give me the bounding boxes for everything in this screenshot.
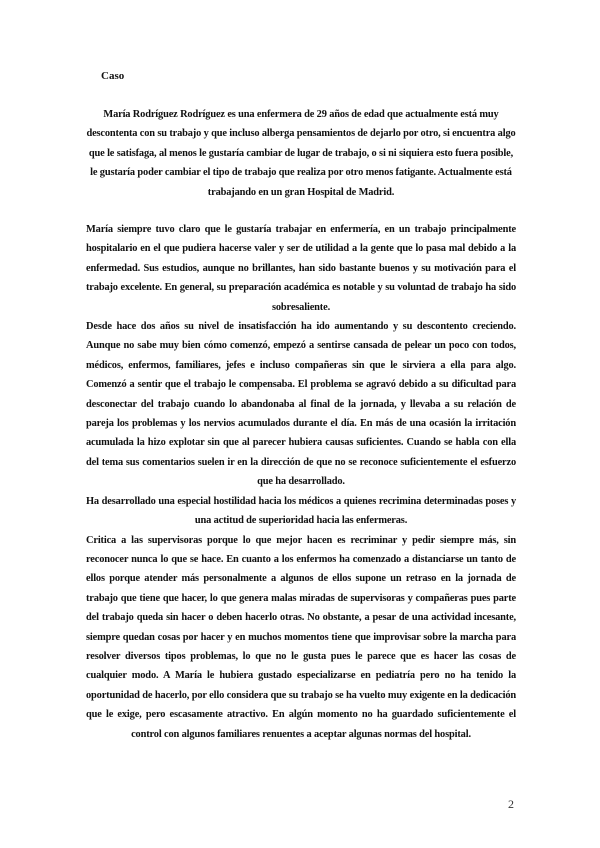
body-text (86, 220, 516, 744)
paragraph-supervisors: Critica a las supervisoras porque lo que mejor hacen es recriminar y pedir siempre más, sin reconocer nunca lo que se hace. En cuanto a los enfermos ha comenzado a distanciarse un tanto de ellos porque atender más personalmente a algunos de ellos supone un retraso en la jornada de trabajo que tiene que hacer, lo que genera malas miradas de supervisoras y compañeras pues parte del trabajo queda sin hacer o deben hacerlo otras. No obstante, a pesar de una actividad incesante, siempre quedan cosas por hacer y en muchos momentos tiene que improvisar sobre la marcha para resolver diversos tipos problemas, lo que no le gusta pues le parece que es hacer las cosas de cualquier modo. A María le hubiera gustado especializarse en pediatría pero no ha tenido la oportunidad de hacerlo, por ello considera que su trabajo se ha vuelto muy exigente en la dedicación que le exige, pero escasamente atractivo. En algún momento no ha guardado suficientemente el control con algunos familiares renuentes a aceptar algunas normas del hospital. (86, 534, 516, 740)
paragraph-hostility: Ha desarrollado una especial hostilidad hacia los médicos a quienes recrimina determinadas poses y una actitud de superioridad hacia las enfermeras. (86, 495, 516, 527)
paragraph-dissatisfaction: Desde hace dos años su nivel de insatisfacción ha ido aumentando y su descontento creciendo. Aunque no sabe muy bien cómo comenzó, empezó a sentirse cansada de pelear un poco con todos, médicos, enfermos, familiares, jefes e incluso compañeras sin que le sirviera a ella para algo. Comenzó a sentir que el trabajo le compensaba. El problema se agravó debido a su dificultad para desconectar del trabajo cuando lo abandonaba al final de la jornada, y llevaba a su relación de pareja los problemas y los nervios acumulados durante el día. En más de una ocasión la irritación acumulada la hizo explotar sin que al parecer hubiera causas suficientes. Cuando se habla con ella del tema sus comentarios suelen ir en la dirección de que no se reconoce suficientemente el esfuerzo que ha desarrollado. (86, 321, 516, 488)
case-heading: Caso (101, 70, 125, 82)
page-number: 2 (508, 797, 514, 811)
paragraph-intro: María Rodríguez Rodríguez es una enfermera de 29 años de edad que actualmente está muy descontenta con su trabajo y que incluso alberga pensamientos de dejarlo por otro, si encuentra algo que le satisfaga, al menos le gustaría cambiar de lugar de trabajo, o si ni siquiera esto fuera posible, le gustaría poder cambiar el tipo de trabajo que realiza por otro menos fatigante. Actualmente está trabajando en un gran Hospital de Madrid. (86, 109, 516, 198)
paragraph-motivation: María siempre tuvo claro que le gustaría trabajar en enfermería, en un trabajo principalmente hospitalario en el que pudiera hacerse valer y ser de utilidad a la gente que lo pasa mal debido a la enfermedad. Sus estudios, aunque no brillantes, han sido bastante buenos y su motivación para el trabajo excelente. En general, su preparación académica es notable y su voluntad de trabajo ha sido sobresaliente. (86, 224, 516, 313)
